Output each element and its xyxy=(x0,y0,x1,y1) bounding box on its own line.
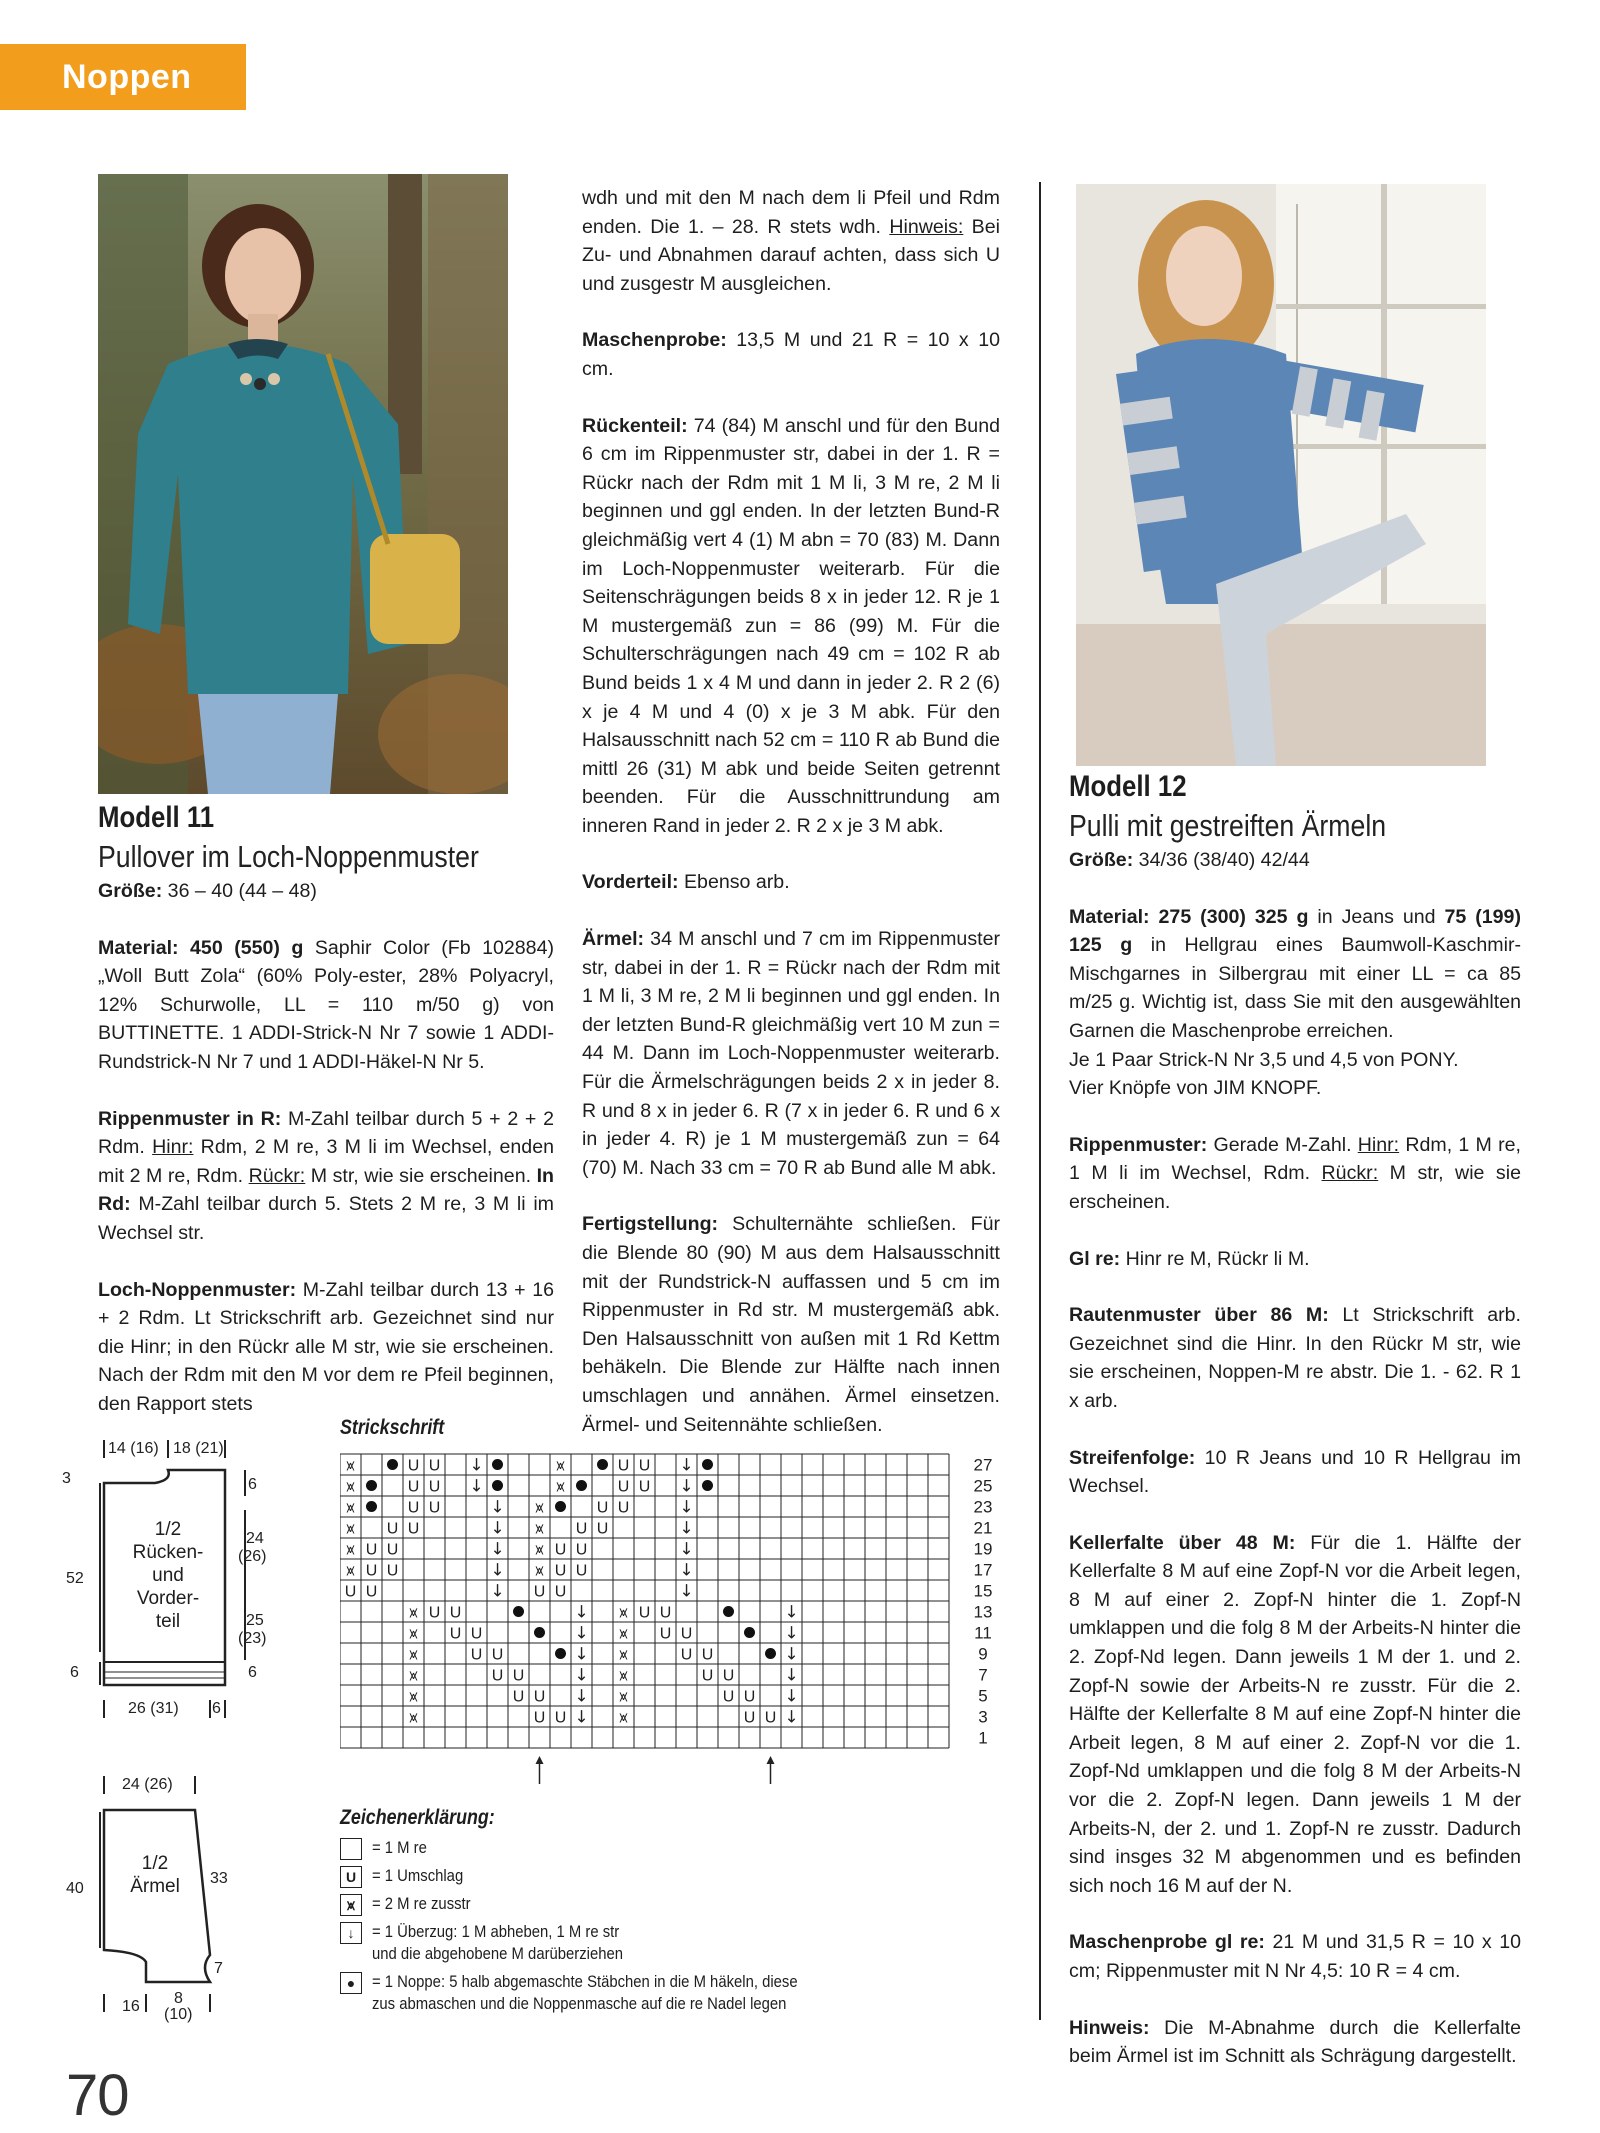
yarnover-symbol: U xyxy=(386,1541,399,1559)
skp-symbol: ↓ xyxy=(784,1707,799,1728)
legend-item-knit: = 1 M re xyxy=(340,1838,940,1860)
fertigstellung: Fertigstellung: Schulternähte schließen. Für die Blende 80 (90) M aus dem Halsausschnitt mit der Rundstrick-N auffassen und 5 cm im Rippenmuster in Rd str. M mustergemäß abk. Den Halsausschnitt von außen mit 1 Rd Kettm behäkeln. Die Blende zur Hälfte nach innen umschlagen und annähen. Ärmel einsetzen. Ärmel- und Seitennähte schließen. xyxy=(582,1213,1000,1436)
skp-symbol: ↓ xyxy=(679,1518,694,1539)
yarnover-symbol: U xyxy=(407,1520,420,1538)
yarnover-symbol: U xyxy=(365,1541,378,1559)
yarnover-symbol: U xyxy=(428,1457,441,1475)
yarnover-symbol: U xyxy=(701,1646,714,1664)
skp-symbol: ↓ xyxy=(469,1455,484,1476)
dim-sleeve-40: 40 xyxy=(66,1880,84,1897)
yarnover-symbol: U xyxy=(449,1604,462,1622)
row-number: 13 xyxy=(973,1602,993,1622)
bobble-symbol xyxy=(513,1606,524,1617)
bobble-symbol xyxy=(765,1648,776,1659)
model11-photo-illustration xyxy=(98,174,508,794)
yarnover-symbol: U xyxy=(596,1520,609,1538)
dim-top-right: 18 (21) xyxy=(173,1440,224,1457)
skp-symbol: ↓ xyxy=(574,1686,589,1707)
row-number: 5 xyxy=(978,1686,988,1706)
middle-text-column xyxy=(582,184,1000,1439)
model11-lochmuster: Loch-Noppenmuster: M-Zahl teilbar durch 13 + 16 + 2 Rdm. Lt Strickschrift arb. Gezeichnet sind nur die Hinr; in den Rückr alle M str, wie sie erscheinen. Nach der Rdm mit den M vor dem re Pfeil beginnen, den Rapport stets xyxy=(98,1278,554,1415)
yarnover-symbol: U xyxy=(680,1625,693,1643)
yarnover-symbol: U xyxy=(743,1688,756,1706)
yarnover-symbol: U xyxy=(407,1499,420,1517)
row-number: 21 xyxy=(973,1518,993,1538)
dim-bottom-26: 26 (31) xyxy=(128,1700,179,1717)
yarnover-symbol: U xyxy=(680,1646,693,1664)
bobble-symbol xyxy=(555,1648,566,1659)
k2tog-symbol: ⩙ xyxy=(556,1477,565,1496)
bobble-symbol xyxy=(492,1459,503,1470)
k2tog-symbol: ⩙ xyxy=(619,1687,628,1706)
dim-sleeve-7: 7 xyxy=(214,1960,223,1977)
dim-right-23: (23) xyxy=(238,1630,267,1647)
k2tog-symbol: ⩙ xyxy=(346,1519,355,1538)
model12-title: Modell 12 xyxy=(1069,770,1187,803)
dim-top-left: 14 (16) xyxy=(108,1440,159,1457)
k2tog-symbol: ⩙ xyxy=(409,1624,418,1643)
k2tog-symbol: ⩙ xyxy=(409,1666,418,1685)
k2tog-symbol: ⩙ xyxy=(619,1708,628,1727)
legend xyxy=(340,1838,940,2022)
model12-maschenprobe: Maschenprobe gl re: 21 M und 31,5 R = 10 x 10 cm; Rippenmuster mit N Nr 4,5: 10 R = 4 cm. xyxy=(1069,1931,1521,1982)
legend-item-bobble: ● = 1 Noppe: 5 halb abgemaschte Stäbchen in die M häkeln, diese xyxy=(340,1972,940,1994)
bobble-symbol xyxy=(366,1480,377,1491)
yarnover-symbol: U xyxy=(428,1499,441,1517)
k2tog-symbol: ⩙ xyxy=(619,1603,628,1622)
k2tog-symbol: ⩙ xyxy=(535,1540,544,1559)
row-number: 3 xyxy=(978,1707,988,1727)
empty-square-icon xyxy=(340,1838,362,1860)
skp-symbol: ↓ xyxy=(784,1602,799,1623)
model12-kellerfalte: Kellerfalte über 48 M: Für die 1. Hälfte der Kellerfalte 8 M auf eine Zopf-N vor die Arbeit legen, 8 M auf einer 2. Zopf-N hinter die 1. Zopf-N umklappen und die folg 8 M der Arbeits-N hinter die 2. Zopf-Nd legen. Dann jeweils 1 M der 1. und 2. Zopf-N sowie der Arbeits-N re zusstr. Für die 2. Hälfte der Kellerfalte 8 M auf eine Zopf-N hinter die Arbeit legen, 8 M auf einer 2. Zopf-N vor die 1. Zopf-Nd umklappen und die folg 8 M der Arbeits-N vor die 2. Zopf-N legen. Dann jeweils 1 M der Arbeits-N, der 2. und 1. Zopf-N re zusstr. Dadurch sind insges 32 M abgenommen und es befinden sich noch 16 M auf der N. xyxy=(1069,1531,1521,1897)
body-schematic-label: 1/2 Rücken- und Vorder- teil xyxy=(132,1519,204,1632)
yarnover-symbol: U xyxy=(554,1541,567,1559)
dim-left-52: 52 xyxy=(66,1570,84,1587)
skp-symbol: ↓ xyxy=(490,1560,505,1581)
row-number: 15 xyxy=(973,1581,993,1601)
bobble-symbol xyxy=(534,1627,545,1638)
yarnover-symbol: U xyxy=(554,1583,567,1601)
model12-subtitle: Pulli mit gestreiften Ärmeln xyxy=(1069,808,1387,843)
row-number: 7 xyxy=(978,1665,988,1685)
model12-size: Größe: 34/36 (38/40) 42/44 xyxy=(1069,849,1310,871)
body-schematic xyxy=(60,1430,310,1760)
skp-symbol: ↓ xyxy=(679,1455,694,1476)
row-number: 11 xyxy=(974,1623,992,1643)
model11-subtitle: Pullover im Loch-Noppenmuster xyxy=(98,839,479,874)
row-number: 1 xyxy=(978,1728,988,1748)
row-number: 17 xyxy=(973,1560,993,1580)
bobble-symbol xyxy=(366,1501,377,1512)
yarnover-symbol: U xyxy=(491,1646,504,1664)
yarnover-symbol: U xyxy=(428,1604,441,1622)
model12-photo-illustration xyxy=(1076,184,1486,766)
skp-symbol: ↓ xyxy=(469,1476,484,1497)
dim-sleeve-8: 8 xyxy=(174,1990,183,2007)
knitting-chart xyxy=(340,1444,1000,1784)
yarnover-symbol: U xyxy=(659,1625,672,1643)
dim-right-24: 24 xyxy=(246,1530,264,1547)
column-divider xyxy=(1039,182,1041,2020)
section-tag: Noppen xyxy=(0,44,246,110)
yarnover-symbol: U xyxy=(575,1520,588,1538)
yarnover-symbol: U xyxy=(722,1667,735,1685)
model11-title: Modell 11 xyxy=(98,801,215,834)
legend-item-yarnover: U = 1 Umschlag xyxy=(340,1866,940,1888)
down-arrow-icon: ↓ xyxy=(340,1922,362,1944)
yarnover-symbol: U xyxy=(617,1499,630,1517)
yarnover-symbol: U xyxy=(701,1667,714,1685)
skp-symbol: ↓ xyxy=(490,1518,505,1539)
bobble-symbol xyxy=(597,1459,608,1470)
sleeve-schematic-label: 1/2 Ärmel xyxy=(130,1853,180,1897)
dim-sleeve-33: 33 xyxy=(210,1870,228,1887)
k2tog-symbol: ⩙ xyxy=(409,1687,418,1706)
yarnover-symbol: U xyxy=(659,1604,672,1622)
model12-material: Material: 275 (300) 325 g in Jeans und 75 (199) 125 g in Hellgrau eines Baumwoll-Kaschmir-Mischgarnes in Silbergrau mit einer LL = ca 85 m/25 g. Wichtig ist, dass Sie mit den ausgewählten Garnen die Maschenprobe erreichen. Je 1 Paar Strick-N Nr 3,5 und 4,5 von PONY. Vier Knöpfe von JIM KNOPF. xyxy=(1069,905,1521,1100)
u-symbol-icon: U xyxy=(340,1866,362,1888)
skp-symbol: ↓ xyxy=(490,1539,505,1560)
yarnover-symbol: U xyxy=(554,1562,567,1580)
model11-photo xyxy=(98,174,508,794)
bobble-symbol xyxy=(723,1606,734,1617)
yarnover-symbol: U xyxy=(344,1583,357,1601)
k2tog-symbol: ⩙ xyxy=(409,1645,418,1664)
bobble-symbol xyxy=(387,1459,398,1470)
bobble-symbol xyxy=(492,1480,503,1491)
yarnover-symbol: U xyxy=(533,1583,546,1601)
rueckenteil: Rückenteil: 74 (84) M anschl und für den Bund 6 cm im Rippenmuster str, dabei in der 1. R = Rückr nach der Rdm mit 1 M li, 3 M re, 2 M li beginnen und ggl enden. In der letzten Bund-R gleichmäßig vert 4 (1) M abn = 70 (83) M. Dann im Loch-Noppenmuster weiterarb. Für die Seitenschrägungen beids 8 x in jeder 12. R je 1 M mustergemäß zun = 86 (99) M. Für die Schulterschrägungen nach 49 cm = 102 R ab Bund beids 1 x 4 M und dann in jeder 2. R 2 (6) x je 4 M und 4 (0) x je 3 M abk. Für den Halsausschnitt nach 52 cm = 110 R ab Bund die mittl 26 (31) M abk und beide Seiten getrennt beenden. Für die Ausschnittrundung am inneren Rand in jeder 2. R 2 x je 3 M abk. xyxy=(582,414,1000,837)
skp-symbol: ↓ xyxy=(784,1665,799,1686)
row-number: 19 xyxy=(973,1539,993,1559)
yarnover-symbol: U xyxy=(533,1709,546,1727)
model12-text-column xyxy=(1069,846,1521,2071)
yarnover-symbol: U xyxy=(596,1499,609,1517)
k2tog-symbol: ⩙ xyxy=(346,1477,355,1496)
sleeve-schematic xyxy=(60,1772,260,2022)
skp-symbol: ↓ xyxy=(784,1623,799,1644)
yarnover-symbol: U xyxy=(491,1667,504,1685)
model11-rippenmuster: Rippenmuster in R: M-Zahl teilbar durch 5 + 2 + 2 Rdm. Hinr: Rdm, 2 M re, 3 M li im Wechsel, enden mit 2 M re, Rdm. Rückr: M str, wie sie erscheinen. In Rd: M-Zahl teilbar durch 5. Stets 2 M re, 3 M li im Wechsel str. xyxy=(98,1107,554,1244)
yarnover-symbol: U xyxy=(470,1646,483,1664)
repeat-arrow-head xyxy=(536,1756,544,1764)
model11-text-column xyxy=(98,877,554,1419)
repeat-arrow-head xyxy=(767,1756,775,1764)
model12-streifenfolge: Streifenfolge: 10 R Jeans und 10 R Hellgrau im Wechsel. xyxy=(1069,1446,1521,1498)
yarnover-symbol: U xyxy=(428,1478,441,1496)
dim-right-6a: 6 xyxy=(248,1476,257,1493)
model12-rippenmuster: Rippenmuster: Gerade M-Zahl. Hinr: Rdm, 1 M re, 1 M li im Wechsel, Rdm. Rückr: M str, wie sie erscheinen. xyxy=(1069,1133,1521,1213)
skp-symbol: ↓ xyxy=(679,1476,694,1497)
row-number: 23 xyxy=(973,1497,993,1517)
model11-size: Größe: 36 – 40 (44 – 48) xyxy=(98,880,317,902)
skp-symbol: ↓ xyxy=(574,1623,589,1644)
yarnover-symbol: U xyxy=(512,1688,525,1706)
dim-sleeve-top: 24 (26) xyxy=(122,1776,173,1793)
model12-rautenmuster: Rautenmuster über 86 M: Lt Strickschrift arb. Gezeichnet sind die Hinr. In den Rückr M str, wie sie erscheinen, Noppen-M re abstr. Die 1. - 62. R 1 x arb. xyxy=(1069,1304,1521,1412)
yarnover-symbol: U xyxy=(386,1562,399,1580)
legend-item-k2tog: ⩙ = 2 M re zusstr xyxy=(340,1894,940,1916)
legend-item-bobble-cont: zus abmaschen und die Noppenmasche auf die re Nadel legen xyxy=(372,1995,787,2013)
dim-left-6: 6 xyxy=(70,1664,79,1681)
yarnover-symbol: U xyxy=(617,1478,630,1496)
yarnover-symbol: U xyxy=(575,1562,588,1580)
bobble-symbol xyxy=(744,1627,755,1638)
k2tog-symbol: ⩙ xyxy=(556,1456,565,1475)
yarnover-symbol: U xyxy=(617,1457,630,1475)
model12-photo xyxy=(1076,184,1486,766)
skp-symbol: ↓ xyxy=(679,1560,694,1581)
yarnover-symbol: U xyxy=(722,1688,735,1706)
k2tog-symbol: ⩙ xyxy=(535,1498,544,1517)
bobble-symbol xyxy=(576,1480,587,1491)
skp-symbol: ↓ xyxy=(784,1686,799,1707)
yarnover-symbol: U xyxy=(407,1478,420,1496)
yarnover-symbol: U xyxy=(638,1457,651,1475)
bobble-symbol xyxy=(702,1480,713,1491)
vorderteil: Vorderteil: Ebenso arb. xyxy=(582,871,790,894)
dim-sleeve-10: (10) xyxy=(164,2006,193,2023)
k2tog-symbol: ⩙ xyxy=(346,1498,355,1517)
yarnover-symbol: U xyxy=(638,1478,651,1496)
skp-symbol: ↓ xyxy=(784,1644,799,1665)
legend-item-skp: ↓ = 1 Überzug: 1 M abheben, 1 M re str xyxy=(340,1922,940,1944)
chart-title: Strickschrift xyxy=(340,1416,445,1439)
skp-symbol: ↓ xyxy=(679,1539,694,1560)
yarnover-symbol: U xyxy=(638,1604,651,1622)
model12-hinweis: Hinweis: Die M-Abnahme durch die Kellerfalte beim Ärmel ist im Schnitt als Schrägung dargestellt. xyxy=(1069,2016,1521,2068)
maschenprobe: Maschenprobe: 13,5 M und 21 R = 10 x 10 cm. xyxy=(582,329,1000,380)
skp-symbol: ↓ xyxy=(679,1497,694,1518)
model12-glatt-rechts: Gl re: Hinr re M, Rückr li M. xyxy=(1069,1247,1310,1270)
skp-symbol: ↓ xyxy=(574,1644,589,1665)
bobble-dot-icon: ● xyxy=(340,1972,362,1994)
yarnover-symbol: U xyxy=(743,1709,756,1727)
page-number: 70 xyxy=(66,2063,129,2128)
k2tog-symbol-icon: ⩙ xyxy=(340,1894,362,1916)
yarnover-symbol: U xyxy=(407,1457,420,1475)
row-number: 9 xyxy=(978,1644,988,1664)
k2tog-symbol: ⩙ xyxy=(619,1645,628,1664)
yarnover-symbol: U xyxy=(470,1625,483,1643)
skp-symbol: ↓ xyxy=(574,1665,589,1686)
yarnover-symbol: U xyxy=(512,1667,525,1685)
legend-title: Zeichenerklärung: xyxy=(340,1806,495,1829)
yarnover-symbol: U xyxy=(365,1562,378,1580)
legend-item-skp-cont: und die abgehobene M darüberziehen xyxy=(372,1945,624,1963)
yarnover-symbol: U xyxy=(533,1688,546,1706)
row-number: 25 xyxy=(973,1476,993,1496)
yarnover-symbol: U xyxy=(365,1583,378,1601)
bobble-symbol xyxy=(702,1459,713,1470)
skp-symbol: ↓ xyxy=(490,1497,505,1518)
k2tog-symbol: ⩙ xyxy=(409,1708,418,1727)
yarnover-symbol: U xyxy=(575,1541,588,1559)
aermel: Ärmel: 34 M anschl und 7 cm im Rippenmuster str, dabei in der 1. R = Rückr nach der Rdm mit 1 M li, 3 M re, 2 M li beginnen und ggl enden. In der letzten Bund-R gleichmäßig vert 10 M zun = 44 M. Dann im Loch-Noppenmuster weiterarb. Für die Ärmelschrägungen beids 2 x in jeder 8. R und 8 x in jeder 6. R (7 x in jeder 6. R und 6 x in jeder 4. R) je 1 M mustergemäß zun = 64 (70) M. Nach 33 cm = 70 R ab Bund alle M abk. xyxy=(582,928,1000,1179)
k2tog-symbol: ⩙ xyxy=(346,1540,355,1559)
k2tog-symbol: ⩙ xyxy=(619,1624,628,1643)
dim-sleeve-16: 16 xyxy=(122,1998,140,2015)
dim-right-26: (26) xyxy=(238,1548,267,1565)
k2tog-symbol: ⩙ xyxy=(535,1561,544,1580)
k2tog-symbol: ⩙ xyxy=(346,1561,355,1580)
k2tog-symbol: ⩙ xyxy=(409,1603,418,1622)
model11-material: Material: 450 (550) g Saphir Color (Fb 102884) „Woll Butt Zola“ (60% Poly-ester, 28% Polyacryl, 12% Schurwolle, LL = 110 m/50 g) von BUTTINETTE. 1 ADDI-Strick-N Nr 7 sowie 1 ADDI-Rundstrick-N Nr 7 und 1 ADDI-Häkel-N Nr 5. xyxy=(98,936,554,1073)
k2tog-symbol: ⩙ xyxy=(619,1666,628,1685)
skp-symbol: ↓ xyxy=(490,1581,505,1602)
yarnover-symbol: U xyxy=(554,1709,567,1727)
yarnover-symbol: U xyxy=(764,1709,777,1727)
dim-left-3: 3 xyxy=(62,1470,71,1487)
skp-symbol: ↓ xyxy=(679,1581,694,1602)
bobble-symbol xyxy=(555,1501,566,1512)
pattern-continuation: wdh und mit den M nach dem li Pfeil und Rdm enden. Die 1. – 28. R stets wdh. Hinweis: Bei Zu- und Abnahmen darauf achten, dass sich U und zusgestr M ausgleichen. xyxy=(582,187,1001,295)
row-number: 27 xyxy=(973,1455,993,1475)
yarnover-symbol: U xyxy=(449,1625,462,1643)
k2tog-symbol: ⩙ xyxy=(535,1519,544,1538)
dim-right-6b: 6 xyxy=(248,1664,257,1681)
dim-right-25: 25 xyxy=(246,1612,264,1629)
dim-bottom-6: 6 xyxy=(212,1700,221,1717)
k2tog-symbol: ⩙ xyxy=(346,1456,355,1475)
skp-symbol: ↓ xyxy=(574,1707,589,1728)
skp-symbol: ↓ xyxy=(574,1602,589,1623)
knitting-chart-grid xyxy=(340,1444,1000,1784)
yarnover-symbol: U xyxy=(386,1520,399,1538)
